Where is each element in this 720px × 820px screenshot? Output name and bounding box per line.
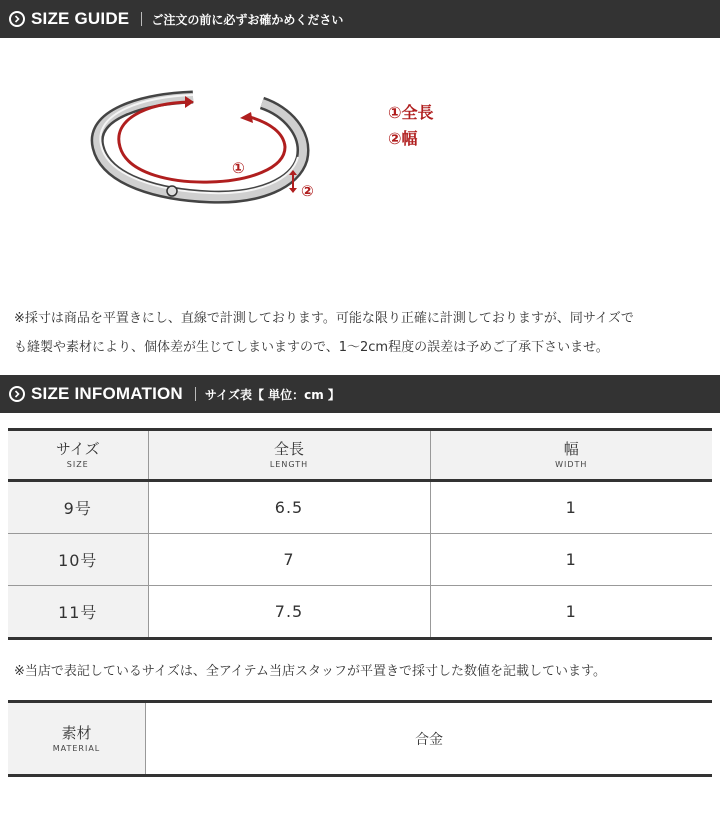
bangle-stone (167, 186, 177, 196)
width-marker: ② (301, 182, 314, 200)
size-table (8, 428, 712, 640)
shop-measurement-note: ※当店で表記しているサイズは、全アイテム当店スタッフが平置きで採寸した数値を記載しています。 (14, 664, 606, 679)
size-information-subtitle: サイズ表【 単位：cm 】 (204, 387, 340, 402)
cell-size: 11号 (8, 586, 148, 639)
cell-width: 1 (430, 586, 712, 639)
header-width (430, 430, 712, 481)
measurement-note (14, 304, 714, 362)
material-table (8, 700, 712, 777)
legend-width: ②幅 (388, 129, 418, 148)
material-sublabel: MATERIAL (52, 743, 101, 753)
size-guide-header (0, 0, 720, 38)
chevron-right-circle-icon (9, 386, 25, 402)
header-width-sublabel: WIDTH (555, 460, 588, 469)
cell-length: 6.5 (148, 481, 430, 534)
table-row (8, 586, 712, 639)
divider (195, 387, 196, 401)
header-width-label: 幅 (563, 440, 579, 458)
measurement-note-line: も縫製や素材により、個体差が生じてしまいますので、1〜2cm程度の誤差は予めご了承下さいませ。 (14, 340, 609, 355)
cell-size: 9号 (8, 481, 148, 534)
header-length (148, 430, 430, 481)
material-label-cell (8, 702, 146, 776)
divider (141, 12, 142, 26)
size-information-title: SIZE INFOMATION (31, 384, 183, 403)
chevron-right-circle-icon (9, 11, 25, 27)
size-guide-title: SIZE GUIDE (31, 9, 130, 28)
bangle-diagram (90, 85, 330, 225)
length-marker: ① (232, 159, 245, 177)
material-label: 素材 (61, 723, 92, 742)
material-row (8, 702, 712, 776)
diagram-legend (388, 100, 434, 152)
table-row (8, 481, 712, 534)
cell-width: 1 (430, 534, 712, 586)
legend-length: ①全長 (388, 103, 434, 122)
measurement-note-line: ※採寸は商品を平置きにし、直線で計測しております。可能な限り正確に計測しておりますが、同サイズで (14, 311, 634, 326)
size-guide-subtitle: ご注文の前に必ずお確かめください (151, 12, 344, 27)
cell-length: 7.5 (148, 586, 430, 639)
cell-size: 10号 (8, 534, 148, 586)
header-size-label: サイズ (55, 440, 100, 458)
header-size-sublabel: SIZE (66, 460, 89, 469)
size-information-header (0, 375, 720, 413)
cell-width: 1 (430, 481, 712, 534)
cell-length: 7 (148, 534, 430, 586)
header-size (8, 430, 148, 481)
header-length-sublabel: LENGTH (269, 460, 309, 469)
table-row (8, 534, 712, 586)
size-table-header-row (8, 430, 712, 481)
material-value: 合金 (415, 731, 443, 748)
length-arrow (119, 102, 285, 182)
header-length-label: 全長 (273, 440, 304, 458)
